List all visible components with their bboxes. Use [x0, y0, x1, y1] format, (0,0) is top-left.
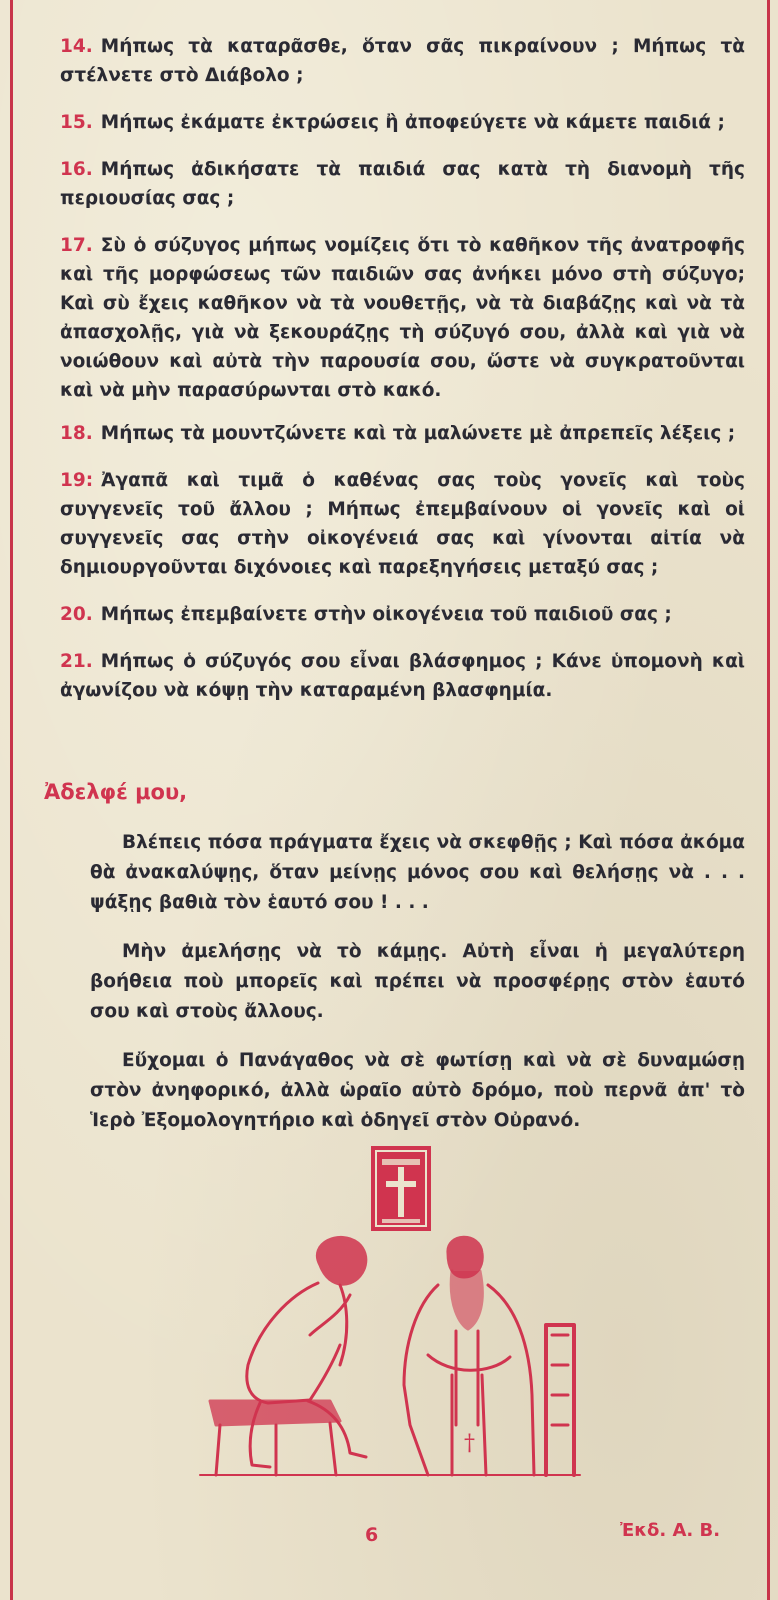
question-text: Σὺ ὁ σύζυγος μήπως νομίζεις ὅτι τὸ καθῆκον τῆς ἀνατροφῆς καὶ τῆς μορφώσεως τῶν παιδιῶν σας ἀνήκει μόνο στὴ σύζυγο; Καὶ σὺ ἔχεις καθῆκον νὰ τὰ νουθετῇς, νὰ τὰ διαβάζῃς καὶ νὰ τὰ ἀπασχολῇς, γιὰ νὰ ξεκουράζῃς τὴ σύζυγό σου, ἀλλὰ καὶ γιὰ νὰ νοιώθουν καὶ αὐτὰ τὴν παρουσία σου, ὥστε νὰ συγκρατοῦνται καὶ νὰ μὴν παρασύρωνται στὸ κακό.	[60, 235, 745, 401]
publisher-mark: Ἐκδ. Α. Β.	[620, 1520, 721, 1541]
confession-scene-illustration	[190, 1225, 590, 1485]
question-number: 21.	[60, 651, 93, 672]
question-text: Μήπως τὰ καταρᾶσθε, ὅταν σᾶς πικραίνουν ; Μήπως τὰ στέλνετε στὸ Διάβολο ;	[60, 36, 745, 86]
right-margin-rule	[767, 0, 770, 1600]
question-text: Μήπως ὁ σύζυγός σου εἶναι βλάσφημος ; Κάνε ὑπομονὴ καὶ ἀγωνίζου νὰ κόψῃ τὴν καταραμένη βλασφημία.	[60, 651, 745, 701]
paragraph: Μὴν ἀμελήσῃς νὰ τὸ κάμῃς. Αὐτὴ εἶναι ἡ μεγαλύτερη βοήθεια ποὺ μπορεῖς καὶ πρέπει νὰ προσφέρῃς στὸν ἑαυτό σου καὶ στοὺς ἄλλους.	[90, 941, 745, 1022]
question-item-15	[60, 108, 745, 137]
question-text: Μήπως ἀδικήσατε τὰ παιδιά σας κατὰ τὴ διανομὴ τῆς περιουσίας σας ;	[60, 159, 745, 209]
paragraph: Βλέπεις πόσα πράγματα ἔχεις νὰ σκεφθῇς ; Καὶ πόσα ἀκόμα θὰ ἀνακαλύψῃς, ὅταν μείνῃς μόνος σου καὶ θελήσῃς νὰ . . . ψάξῃς βαθιὰ τὸν ἑαυτό σου ! . . .	[90, 832, 745, 913]
question-number: 18.	[60, 423, 93, 444]
question-number: 20.	[60, 604, 93, 625]
closing-paragraphs	[90, 828, 745, 1155]
question-number: 19:	[60, 470, 94, 491]
question-number: 17.	[60, 235, 93, 256]
question-item-18	[60, 419, 745, 448]
question-item-20	[60, 600, 745, 629]
question-text: Μήπως ἐκάματε ἐκτρώσεις ἢ ἀποφεύγετε νὰ κάμετε παιδιά ;	[100, 112, 725, 133]
question-item-16	[60, 155, 745, 213]
question-item-17	[60, 231, 745, 405]
salutation-heading: Ἀδελφέ μου,	[44, 780, 188, 804]
left-margin-rule	[10, 0, 13, 1600]
question-item-19	[60, 466, 745, 582]
question-list	[60, 32, 745, 723]
question-text: Ἀγαπᾶ καὶ τιμᾶ ὁ καθένας σας τοὺς γονεῖς καὶ τοὺς συγγενεῖς τοῦ ἄλλου ; Μήπως ἐπεμβαίνουν οἱ γονεῖς καὶ οἱ συγγενεῖς σας στὴν οἰκογένειά σας καὶ γίνονται αἰτία νὰ δημιουργοῦνται διχόνοιες καὶ παρεξηγήσεις μεταξύ σας ;	[60, 470, 745, 578]
page-number: 6	[365, 1524, 379, 1546]
question-item-21	[60, 647, 745, 705]
question-text: Μήπως ἐπεμβαίνετε στὴν οἰκογένεια τοῦ παιδιοῦ σας ;	[100, 604, 672, 625]
paragraph: Εὔχομαι ὁ Πανάγαθος νὰ σὲ φωτίσῃ καὶ νὰ σὲ δυναμώσῃ στὸν ἀνηφορικό, ἀλλὰ ὡραῖο αὐτὸ δρόμο, ποὺ περνᾶ ἀπ' τὸ Ἱερὸ Ἐξομολογητήριο καὶ ὁδηγεῖ στὸν Οὐρανό.	[90, 1050, 745, 1131]
question-number: 16.	[60, 159, 93, 180]
question-text: Μήπως τὰ μουντζώνετε καὶ τὰ μαλώνετε μὲ ἀπρεπεῖς λέξεις ;	[100, 423, 736, 444]
question-item-14	[60, 32, 745, 90]
question-number: 15.	[60, 112, 93, 133]
question-number: 14.	[60, 36, 93, 57]
cross-stamp-icon	[370, 1145, 432, 1232]
svg-text:†: †	[464, 1431, 475, 1456]
